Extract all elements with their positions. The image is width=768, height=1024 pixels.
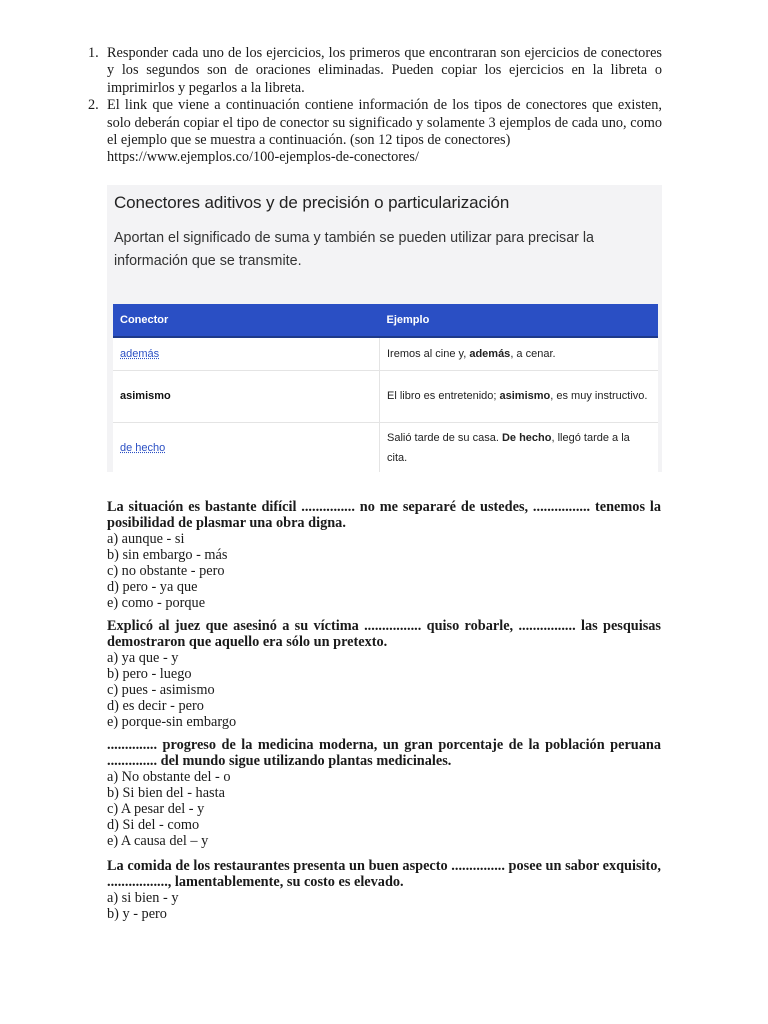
connector-cell: [113, 370, 380, 422]
example-cell: [380, 370, 659, 422]
option-item: c) pues - asimismo: [107, 682, 215, 698]
option-item: c) no obstante - pero: [107, 563, 225, 579]
instruction-text: Responder cada uno de los ejercicios, los primeros que encontraran son ejercicios de conectores y los segundos son de oraciones eliminadas. Pueden copiar los ejercicios en la libreta o imprimirlos y pegarlos a la libreta.: [107, 45, 662, 96]
table-header-row: [113, 304, 658, 337]
table-row: [113, 422, 658, 472]
connector-asimismo: asimismo: [120, 390, 171, 402]
table-row: [113, 337, 658, 370]
example-bold: asimismo: [499, 390, 551, 402]
question-stem: Explicó al juez que asesinó a su víctima ................ quiso robarle, ................ las pesquisas demostraron que aquello era sólo un pretexto.: [107, 618, 661, 650]
option-item: b) Si bien del - hasta: [107, 785, 225, 801]
example-text: El libro es entretenido;: [387, 390, 500, 402]
question-2: [107, 618, 661, 730]
example-screenshot: [107, 185, 662, 472]
connector-cell: [113, 422, 380, 472]
options-list: [107, 650, 661, 730]
connector-link-de-hecho[interactable]: de hecho: [120, 442, 166, 454]
options-list: [107, 890, 661, 922]
instruction-item: [80, 97, 662, 167]
option-item: b) sin embargo - más: [107, 547, 228, 563]
connector-link-ademas[interactable]: además: [120, 347, 160, 360]
example-text: Iremos al cine y,: [387, 347, 470, 360]
example-bold: además: [469, 347, 511, 360]
example-cell: [380, 422, 659, 472]
option-item: a) ya que - y: [107, 650, 179, 666]
connector-cell: [113, 337, 380, 370]
example-text: , llegó tarde a la cita.: [387, 432, 630, 464]
options-list: [107, 769, 661, 849]
example-bold: De hecho: [501, 432, 552, 444]
connectors-link[interactable]: https://www.ejemplos.co/100-ejemplos-de-conectores/: [107, 149, 419, 166]
example-text: Salió tarde de su casa.: [387, 432, 502, 444]
example-description: Aportan el significado de suma y también se pueden utilizar para precisar la información que se transmite.: [114, 230, 595, 269]
instructions-list: [80, 45, 662, 167]
instruction-number: 2.: [88, 97, 99, 114]
question-stem: .............. progreso de la medicina moderna, un gran porcentaje de la población peruana .............. del mundo sigue utilizando plantas medicinales.: [107, 737, 661, 769]
option-item: a) No obstante del - o: [107, 769, 231, 785]
table-row: [113, 370, 658, 422]
question-4: [107, 858, 661, 922]
example-title: Conectores aditivos y de precisión o particularización: [114, 193, 510, 212]
option-item: e) porque-sin embargo: [107, 714, 237, 730]
column-header-connector: Conector: [113, 304, 380, 337]
option-item: b) pero - luego: [107, 666, 192, 682]
question-stem: La comida de los restaurantes presenta un buen aspecto ............... posee un sabor exquisito, ................., lamentablemente, su costo es elevado.: [107, 858, 661, 890]
question-stem: La situación es bastante difícil ............... no me separaré de ustedes, ................ tenemos la posibilidad de plasmar una obra digna.: [107, 499, 661, 531]
example-text: , a cenar.: [510, 347, 556, 360]
option-item: e) A causa del – y: [107, 833, 209, 849]
question-1: [107, 499, 661, 611]
option-item: d) Si del - como: [107, 817, 200, 833]
column-header-example: Ejemplo: [380, 304, 659, 337]
option-item: d) es decir - pero: [107, 698, 204, 714]
example-cell: [380, 337, 659, 370]
instruction-item: [80, 45, 662, 97]
question-3: [107, 737, 661, 849]
option-item: c) A pesar del - y: [107, 801, 205, 817]
option-item: e) como - porque: [107, 595, 206, 611]
instruction-number: 1.: [88, 45, 99, 61]
connector-table: [113, 304, 658, 472]
example-text: , es muy instructivo.: [550, 390, 648, 402]
option-item: d) pero - ya que: [107, 579, 198, 595]
instruction-text: El link que viene a continuación contiene información de los tipos de conectores que existen, solo deberán copiar el tipo de conector su significado y solamente 3 ejemplos de cada uno, como el ejemplo que se muestra a continuación. (son 12 tipos de conectores): [107, 97, 662, 149]
option-item: b) y - pero: [107, 906, 167, 922]
option-item: a) si bien - y: [107, 890, 179, 906]
option-item: a) aunque - si: [107, 531, 185, 547]
options-list: [107, 531, 661, 611]
